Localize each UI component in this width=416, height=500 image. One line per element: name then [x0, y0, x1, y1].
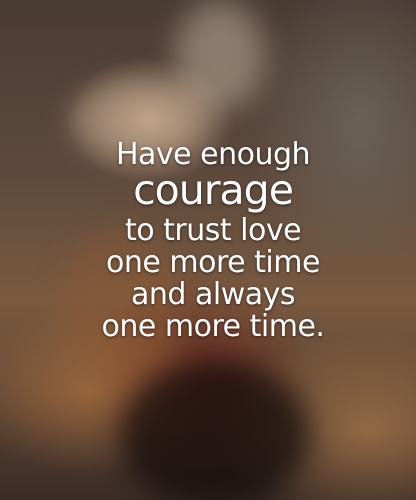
quote-line-3: to trust love	[124, 213, 302, 248]
quote-line-2: courage	[133, 166, 293, 214]
blurred-body-shadow	[120, 360, 310, 500]
quote-line-6: one more time.	[101, 309, 325, 344]
quote-line-5: and always	[131, 277, 295, 312]
quote-line-1: Have enough	[115, 137, 311, 172]
quote-line-4: one more time	[106, 245, 320, 280]
quote-text-block	[0, 137, 416, 344]
